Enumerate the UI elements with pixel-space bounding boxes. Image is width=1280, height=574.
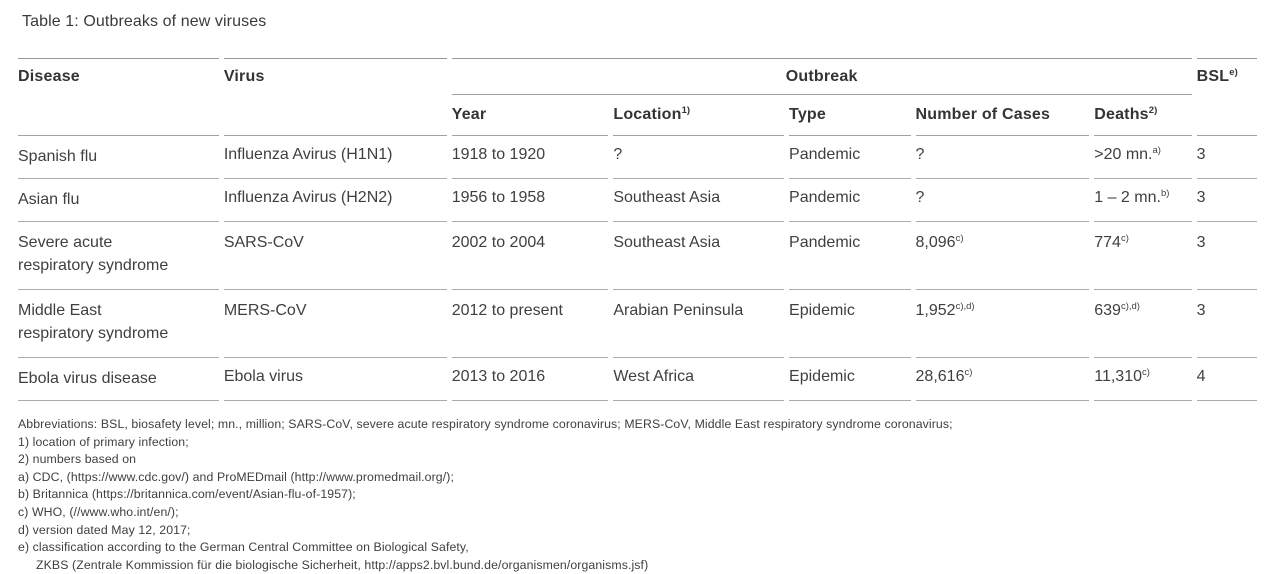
footnote-line: d) version dated May 12, 2017; (18, 522, 191, 537)
cell-type: Epidemic (789, 290, 910, 358)
cell-location: Southeast Asia (613, 222, 784, 290)
table-row (18, 136, 1257, 179)
cell-year: 2013 to 2016 (452, 358, 609, 401)
col-header-cases: Number of Cases (916, 95, 1090, 136)
deaths-value: 11,310 (1094, 368, 1142, 385)
bsl-footnote-marker: e) (1229, 67, 1238, 78)
cell-deaths (1094, 290, 1191, 358)
footnote-line-zkbs: ZKBS (Zentrale Kommission für die biologische Sicherheit, http://apps2.bvl.bund.de/organismen/organisms.jsf) (36, 557, 649, 572)
col-header-virus-label: Virus (223, 68, 265, 85)
col-header-type: Type (789, 95, 910, 136)
cell-type: Epidemic (789, 358, 910, 401)
cell-bsl: 3 (1197, 136, 1257, 179)
footnote-abbreviations: Abbreviations: BSL, biosafety level; mn., million; SARS-CoV, severe acute respiratory syndrome coronavirus; MERS-CoV, Middle East respiratory syndrome coronavirus; (18, 417, 953, 431)
col-header-disease-label: Disease (18, 68, 80, 85)
footnote-line: 1) location of primary infection; (18, 434, 189, 449)
cell-type: Pandemic (789, 179, 910, 222)
deaths-value: 1 – 2 mn. (1094, 189, 1161, 206)
cases-value: 28,616 (915, 368, 965, 385)
cell-virus: SARS-CoV (224, 222, 447, 290)
cell-cases (916, 179, 1090, 222)
col-header-outbreak (452, 58, 1192, 95)
disease-text: Spanish flu (18, 148, 98, 165)
cell-cases (916, 222, 1090, 290)
deaths-footnote-marker: b) (1160, 188, 1170, 199)
cell-deaths (1094, 179, 1191, 222)
deaths-value: >20 mn. (1094, 146, 1153, 163)
cell-location: Arabian Peninsula (613, 290, 784, 358)
cell-year: 1918 to 1920 (452, 136, 609, 179)
cell-cases (916, 136, 1090, 179)
table-row (18, 358, 1257, 401)
cell-cases (916, 290, 1090, 358)
col-header-disease (18, 58, 219, 136)
cases-value: ? (915, 189, 925, 206)
cell-virus: MERS-CoV (224, 290, 447, 358)
cell-location: ? (613, 136, 784, 179)
cases-value: 1,952 (915, 302, 956, 319)
cell-virus: Influenza Avirus (H1N1) (224, 136, 447, 179)
table-row (18, 179, 1257, 222)
cell-type: Pandemic (789, 136, 910, 179)
header-row-groups (18, 58, 1257, 95)
footnote-line: e) classification according to the German Central Committee on Biological Safety, (18, 540, 469, 555)
cell-bsl: 3 (1197, 179, 1257, 222)
deaths-footnote-marker: a) (1152, 145, 1161, 156)
cell-virus: Ebola virus (224, 358, 447, 401)
deaths-footnote-marker: 2) (1148, 105, 1158, 116)
cell-bsl: 3 (1197, 222, 1257, 290)
cell-year: 1956 to 1958 (452, 179, 609, 222)
cell-deaths (1094, 136, 1191, 179)
cases-value: ? (915, 146, 925, 163)
deaths-footnote-marker: c) (1141, 367, 1150, 378)
cell-disease (18, 358, 219, 401)
cell-deaths (1094, 222, 1191, 290)
col-header-bsl-label: BSL (1196, 68, 1230, 85)
col-header-virus (224, 58, 447, 136)
footnote-line: 2) numbers based on (18, 452, 137, 467)
col-header-outbreak-label: Outbreak (785, 68, 858, 85)
cell-location: Southeast Asia (613, 179, 784, 222)
deaths-footnote-marker: c) (1120, 233, 1129, 244)
disease-text: Middle East respiratory syndrome (18, 302, 169, 342)
col-header-deaths (1094, 95, 1191, 136)
cell-cases (916, 358, 1090, 401)
cell-disease (18, 136, 219, 179)
table-caption: Table 1: Outbreaks of new viruses (22, 13, 267, 30)
cell-year: 2012 to present (452, 290, 609, 358)
cell-virus: Influenza Avirus (H2N2) (224, 179, 447, 222)
location-footnote-marker: 1) (681, 105, 691, 116)
col-header-location-label: Location (613, 106, 682, 123)
cell-disease (18, 222, 219, 290)
disease-text: Asian flu (18, 191, 80, 208)
cases-value: 8,096 (915, 234, 956, 251)
col-header-location (613, 95, 784, 136)
disease-text: Ebola virus disease (18, 370, 157, 387)
table-row (18, 222, 1257, 290)
footnotes-block (18, 416, 1280, 574)
table-row (18, 290, 1257, 358)
disease-text: Severe acute respiratory syndrome (18, 234, 169, 274)
cases-footnote-marker: c) (964, 367, 973, 378)
cell-disease (18, 179, 219, 222)
cell-deaths (1094, 358, 1191, 401)
col-header-year: Year (452, 95, 609, 136)
footnote-line: c) WHO, (//www.who.int/en/); (18, 504, 179, 519)
cell-bsl: 4 (1197, 358, 1257, 401)
cell-disease (18, 290, 219, 358)
col-header-bsl (1197, 58, 1257, 136)
footnote-line: a) CDC, (https://www.cdc.gov/) and ProMEDmail (http://www.promedmail.org/); (18, 469, 454, 484)
cases-footnote-marker: c) (955, 233, 964, 244)
cell-location: West Africa (613, 358, 784, 401)
cell-year: 2002 to 2004 (452, 222, 609, 290)
footnote-line: b) Britannica (https://britannica.com/event/Asian-flu-of-1957); (18, 487, 356, 502)
deaths-value: 774 (1094, 234, 1121, 251)
deaths-value: 639 (1094, 302, 1121, 319)
outbreaks-table (13, 58, 1262, 401)
deaths-footnote-marker: c),d) (1120, 301, 1140, 312)
cases-footnote-marker: c),d) (955, 301, 975, 312)
cell-type: Pandemic (789, 222, 910, 290)
cell-bsl: 3 (1197, 290, 1257, 358)
col-header-deaths-label: Deaths (1094, 106, 1149, 123)
